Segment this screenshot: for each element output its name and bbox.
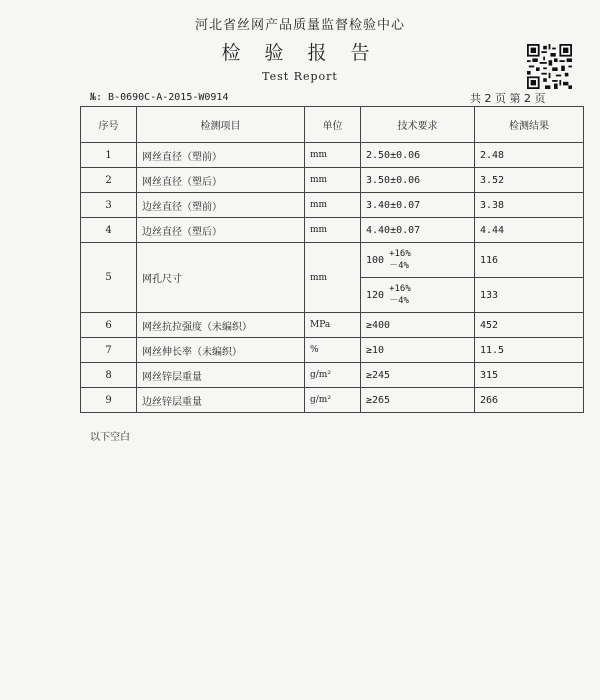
table-row (81, 168, 584, 193)
cell-item: 网丝锌层重量 (137, 363, 305, 388)
cell-unit: mm (305, 193, 361, 218)
cell-requirement: ≥400 (361, 313, 475, 338)
cell-seq: 2 (81, 168, 137, 193)
cell-item: 网丝抗拉强度（未编织） (137, 313, 305, 338)
cell-result: 3.38 (475, 193, 584, 218)
cell-result: 133 (475, 278, 584, 313)
column-header-result: 检测结果 (475, 107, 584, 143)
cell-seq: 6 (81, 313, 137, 338)
column-header-seq: 序号 (81, 107, 137, 143)
cell-requirement: 2.50±0.06 (361, 143, 475, 168)
cell-item: 网丝直径（塑后） (137, 168, 305, 193)
cell-result: 3.52 (475, 168, 584, 193)
cell-requirement: 4.40±0.07 (361, 218, 475, 243)
cell-result: 11.5 (475, 338, 584, 363)
cell-result: 2.48 (475, 143, 584, 168)
cell-unit: mm (305, 168, 361, 193)
cell-item: 边丝直径（塑后） (137, 218, 305, 243)
cell-unit: MPa (305, 313, 361, 338)
cell-result: 116 (475, 243, 584, 278)
cell-unit: g/m² (305, 388, 361, 413)
cell-requirement: ≥10 (361, 338, 475, 363)
cell-unit: mm (305, 143, 361, 168)
cell-result: 4.44 (475, 218, 584, 243)
tolerance-range (389, 283, 411, 307)
table-row (81, 363, 584, 388)
cell-seq: 1 (81, 143, 137, 168)
tolerance-minus: －4% (389, 296, 409, 306)
cell-requirement: 3.40±0.07 (361, 193, 475, 218)
tolerance-minus: －4% (389, 261, 409, 271)
table-row (81, 193, 584, 218)
cell-seq: 9 (81, 388, 137, 413)
organization-name: 河北省丝网产品质量监督检验中心 (194, 18, 405, 33)
tolerance-value (366, 248, 411, 272)
table-header-row (81, 107, 584, 143)
column-header-item: 检测项目 (137, 107, 305, 143)
cell-seq: 7 (81, 338, 137, 363)
cell-seq: 4 (81, 218, 137, 243)
page-count: 共 2 页 第 2 页 (470, 92, 546, 105)
cell-item: 网丝伸长率（未编织） (137, 338, 305, 363)
table-row (81, 313, 584, 338)
cell-seq: 3 (81, 193, 137, 218)
tolerance-base: 120 (366, 289, 385, 301)
end-of-content-note: 以下空白 (90, 432, 130, 443)
cell-result: 266 (475, 388, 584, 413)
cell-requirement (361, 243, 475, 278)
column-header-requirement: 技术要求 (361, 107, 475, 143)
cell-item: 边丝锌层重量 (137, 388, 305, 413)
test-results-table (80, 106, 584, 413)
cell-item: 网丝直径（塑前） (137, 143, 305, 168)
tolerance-base: 100 (366, 254, 385, 266)
tolerance-value (366, 283, 411, 307)
cell-item: 网孔尺寸 (137, 243, 305, 313)
cell-requirement: ≥265 (361, 388, 475, 413)
cell-requirement: 3.50±0.06 (361, 168, 475, 193)
page-subtitle: Test Report (262, 70, 338, 83)
cell-requirement (361, 278, 475, 313)
cell-unit: g/m² (305, 363, 361, 388)
cell-seq: 5 (81, 243, 137, 313)
column-header-unit: 单位 (305, 107, 361, 143)
tolerance-plus: +16% (389, 284, 411, 294)
cell-result: 452 (475, 313, 584, 338)
cell-item: 边丝直径（塑前） (137, 193, 305, 218)
report-number: №: B-0690C-A-2015-W0914 (90, 92, 229, 103)
qr-code-icon (527, 44, 572, 89)
table-row (81, 243, 584, 278)
cell-unit: % (305, 338, 361, 363)
cell-unit: mm (305, 218, 361, 243)
table-row (81, 338, 584, 363)
cell-result: 315 (475, 363, 584, 388)
table-row (81, 143, 584, 168)
tolerance-plus: +16% (389, 249, 411, 259)
page-title: 检 验 报 告 (221, 42, 379, 64)
cell-seq: 8 (81, 363, 137, 388)
cell-unit: mm (305, 243, 361, 313)
tolerance-range (389, 248, 411, 272)
cell-requirement: ≥245 (361, 363, 475, 388)
table-row (81, 388, 584, 413)
table-row (81, 218, 584, 243)
